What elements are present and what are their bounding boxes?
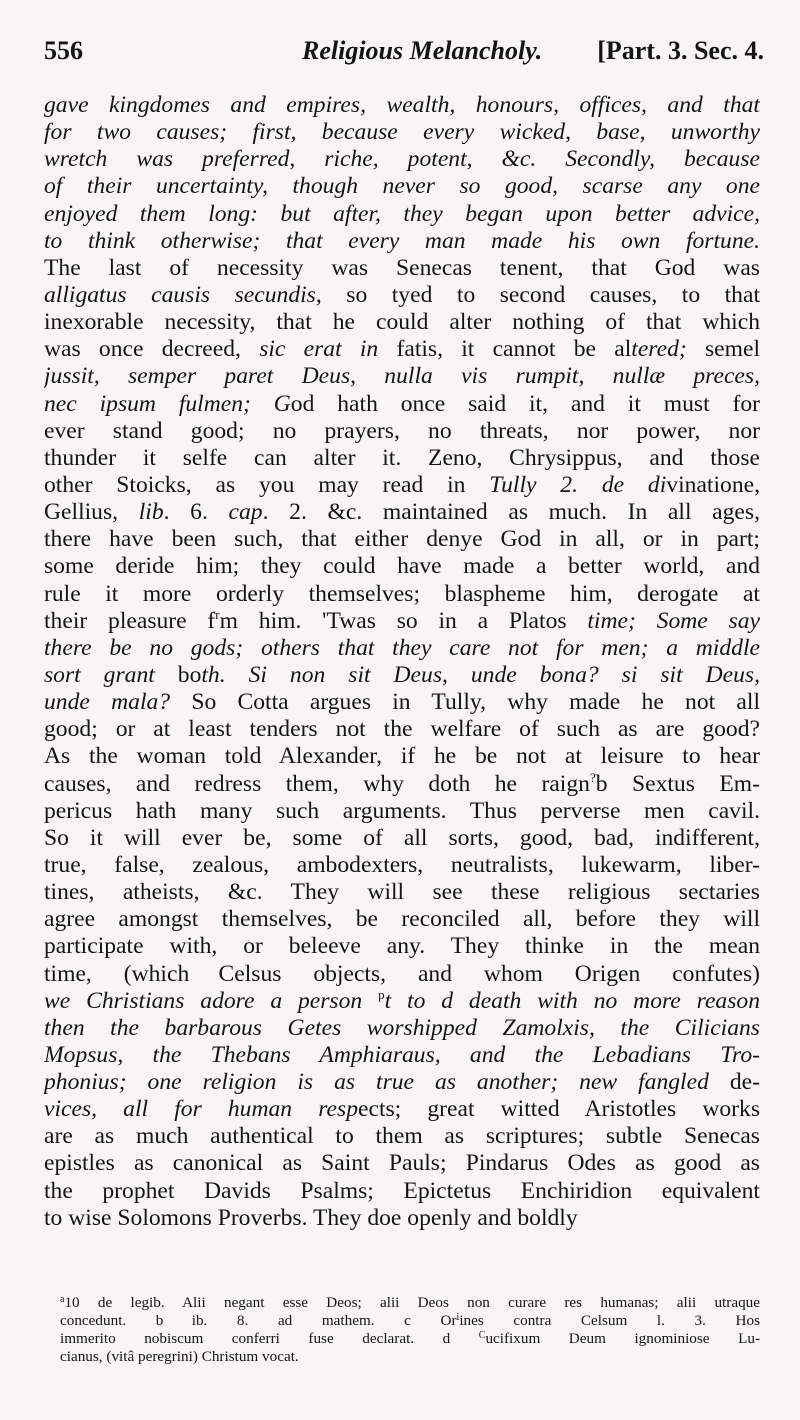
footnote-marker: p: [378, 987, 385, 1002]
main-text: [44, 92, 760, 1232]
text-line: true, false, zealous, ambodexters, neutralists, lukewarm, liber-: [44, 851, 760, 878]
text-line: was once decreed, sic erat in fatis, it cannot be altered; semel: [44, 336, 760, 363]
text-line: agree amongst themselves, be reconciled all, before they will: [44, 906, 760, 933]
text-line: wretch was preferred, riche, potent, &c. Secondly, because: [44, 146, 760, 173]
text-line: rule it more orderly themselves; blaspheme him, derogate at: [44, 580, 760, 607]
text-line: of their uncertainty, though never so good, scarse any one: [44, 173, 760, 200]
text-line: Gellius, lib. 6. cap. 2. &c. maintained as much. In all ages,: [44, 499, 760, 526]
page-number: 556: [44, 36, 83, 65]
text-line: good; or at least tenders not the welfare of such as are good?: [44, 716, 760, 743]
footnote-marker: [163, 1312, 191, 1323]
text-line: enjoyed them long: but after, they began upon better advice,: [44, 200, 760, 227]
text-line: their pleasure $f^rm$ him. 'Twas so in a Platos time; Some say: [44, 607, 760, 634]
text-line: thunder it selfe can alter it. Zeno, Chrysippus, and those: [44, 444, 760, 471]
text-line: some deride him; they could have made a better world, and: [44, 553, 760, 580]
text-line: for two causes; first, because every wicked, base, unworthy: [44, 119, 760, 146]
text-line: gave kingdomes and empires, wealth, honours, offices, and that: [44, 92, 760, 118]
text-line: causes, and redress them, why doth he raign?b Sextus Em-: [44, 770, 760, 797]
running-title: Religious Melancholy.: [302, 36, 543, 65]
footnote-marker: r: [215, 607, 220, 622]
text-line: the prophet Davids Psalms; Epictetus Enchiridion equivalent: [44, 1177, 760, 1204]
text-line: to think otherwise; that every man made his own fortune.: [44, 227, 760, 254]
section-marker: [Part. 3. Sec. 4.: [597, 36, 764, 65]
text-line: ever stand good; no prayers, no threats, nor power, nor: [44, 417, 760, 444]
footnote-marker: i: [456, 1312, 460, 1323]
text-line: there have been such, that either denye God in all, or in part;: [44, 526, 760, 553]
text-line: unde mala? So Cotta argues in Tully, why made he not all: [44, 689, 760, 716]
text-line: other Stoicks, as you may read in Tully 2. de divinatione,: [44, 471, 760, 498]
text-line: sort grant both. Si non sit Deus, unde bona? si sit Deus,: [44, 661, 760, 688]
text-line: nec ipsum fulmen; God hath once said it, and it must for: [44, 390, 760, 417]
text-line: Mopsus, the Thebans Amphiaraus, and the Lebadians Tro-: [44, 1041, 760, 1068]
text-line: alligatus causis secundis, so tyed to second causes, to that: [44, 281, 760, 308]
text-line: we Christians adore a person $^p$t to d death with no more reason: [44, 987, 760, 1014]
text-line: phonius; one religion is as true as another; new fangled de-: [44, 1069, 760, 1096]
text-line: So it will ever be, some of all sorts, good, bad, indifferent,: [44, 824, 760, 851]
text-line: tines, atheists, &c. They will see these religious sectaries: [44, 879, 760, 906]
text-line: time, (which Celsus objects, and whom Origen confutes): [44, 960, 760, 987]
text-line: As the woman told Alexander, if he be not at leisure to hear: [44, 743, 760, 770]
footnote-line: concedunt. b ib. 8. ad mathem. c Or$^i$ines contra Celsum l. 3. Hos: [60, 1312, 760, 1329]
running-header: [44, 36, 764, 76]
footnote-line: cianus, (vitâ peregrini) Christum vocat.: [60, 1348, 299, 1365]
text-line: The last of necessity was Senecas tenent, that God was: [44, 254, 760, 281]
text-line: to wise Solomons Proverbs. They doe openly and boldly: [44, 1204, 578, 1231]
text-line: inexorable necessity, that he could alter nothing of that which: [44, 309, 760, 336]
text-line: jussit, semper paret Deus, nulla vis rumpit, nullæ preces,: [44, 363, 760, 390]
text-line: vices, all for human respects; great witted Aristotles works: [44, 1096, 760, 1123]
footnote-marker: C: [478, 1330, 486, 1341]
footnote-marker: a: [60, 1294, 65, 1305]
text-line: are as much authentical to them as scriptures; subtle Senecas: [44, 1123, 760, 1150]
text-line: epistles as canonical as Saint Pauls; Pindarus Odes as good as: [44, 1150, 760, 1177]
text-line: participate with, or beleeve any. They thinke in the mean: [44, 933, 760, 960]
footnote-line: $^a$10 de legib. Alii negant esse Deos; alii Deos non curare res humanas; alii utraque: [60, 1294, 760, 1311]
text-line: pericus hath many such arguments. Thus perverse men cavil.: [44, 797, 760, 824]
footnote-line: immerito nobiscum conferri fuse declarat. d $^C$ucifixum Deum ignominiose Lu-: [60, 1330, 760, 1347]
footnotes: [60, 1294, 760, 1366]
footnote-marker: ?: [589, 770, 596, 785]
text-line: then the barbarous Getes worshipped Zamolxis, the Cilicians: [44, 1014, 760, 1041]
footnote-marker: [189, 961, 218, 975]
text-line: there be no gods; others that they care not for men; a middle: [44, 634, 760, 661]
